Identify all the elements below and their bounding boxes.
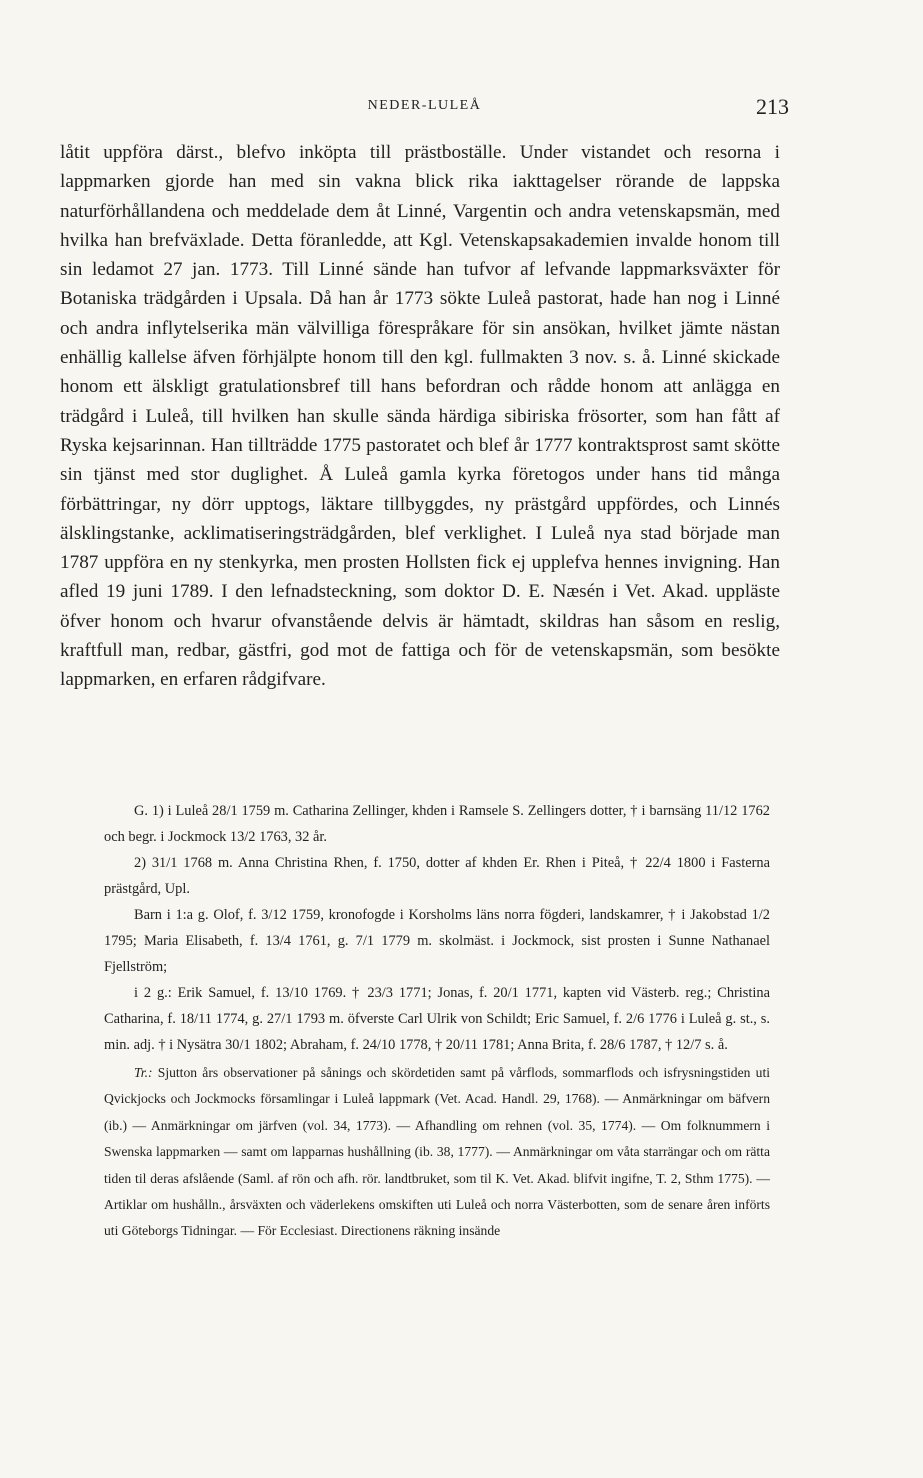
writings-text: Sjutton års observationer på sånings och skördetiden samt på vårflods, sommarflods och isfrysningstiden uti Qvickjocks och Jockmocks församlingar i Luleå lappmark (Vet. Acad. Handl. 29, 1768). — Anmärkningar om bäfvern (ib.) — Anmärkningar om järfven (vol. 34, 1773). — Afhandling om rehnen (vol. 35, 1774). — Om folknummern i Swenska lappmarken — samt om lapparnas hushållning (ib. 38, 1777). — Anmärkningar om våta starrängar och om rätta tiden til deras afslående (Saml. af rön och afh. rör. landtbruket, som til K. Vet. Akad. blifvit ingifne, T. 2, Sthm 1775). — Artiklar om hushålln., årsväxten och väderlekens omskiften uti Luleå och norra Västerbotten, som de senare åren införts uti Göteborgs Tidningar. — För Ecclesiast. Directionens räkning insände <box>104 1065 770 1239</box>
note-children-first: Barn i 1:a g. Olof, f. 3/12 1759, kronofogde i Korsholms läns norra fögderi, landskamrer, † i Jakobstad 1/2 1795; Maria Elisabeth, f. 13/4 1761, g. 7/1 1779 m. skolmäst. i Jockmock, sist prosten i Sunne Nathanael Fjellström; <box>104 907 770 975</box>
note-first-marriage: G. 1) i Luleå 28/1 1759 m. Catharina Zellinger, khden i Ramsele S. Zellingers dotter, † i barnsäng 11/12 1762 och begr. i Jockmock 13/2 1763, 32 år. <box>104 803 770 845</box>
note-writings <box>104 1060 770 1245</box>
body-paragraph: låtit uppföra därst., blefvo inköpta till prästboställe. Under vistandet och resorna i lappmarken gjorde han med sin vakna blick rika iakttagelser rörande de lappska naturförhållandena och meddelade dem åt Linné, Vargentin och andra vetenskapsmän, med hvilka han brefväxlade. Detta föranledde, att Kgl. Vetenskapsakademien invalde honom till sin ledamot 27 jan. 1773. Till Linné sände han tufvor af lefvande lappmarksväxter för Botaniska trädgården i Upsala. Då han år 1773 sökte Luleå pastorat, hade han nog i Linné och andra inflytelserika män välvilliga förespråkare för sin ansökan, hvilket jämte nästan enhällig kallelse äfven förhjälpte honom till den kgl. fullmakten 3 nov. s. å. Linné skickade honom ett älskligt gratulationsbref till hans befordran och rådde honom att anlägga en trädgård i Luleå, till hvilken han skulle sända härdiga sibiriska frösorter, som han fått af Ryska kejsarinnan. Han tillträdde 1775 pastoratet och blef år 1777 kontraktsprost samt skötte sin tjänst med stor duglighet. Å Luleå gamla kyrka företogos under hans tid många förbättringar, ny dörr upptogs, läktare tillbyggdes, ny prästgård uppfördes, och Linnés älsklingstanke, acklimatiseringsträdgården, blef verklighet. I Luleå nya stad började man 1787 uppföra en ny stenkyrka, men prosten Hollsten fick ej upplefva hennes invigning. Han afled 19 juni 1789. I den lefnadsteckning, som doktor D. E. Næsén i Vet. Akad. uppläste öfver honom och hvarur ofvanstående delvis är hämtadt, skildras han såsom en reslig, kraftfull man, redbar, gästfri, god mot de fattiga och för de vetenskapsmän, som besökte lappmarken, en erfaren rådgifvare. <box>60 142 780 691</box>
page-number: 213 <box>756 94 789 119</box>
main-text <box>60 138 780 695</box>
genealogy-notes <box>104 798 770 1245</box>
running-head: NEDER-LULEÅ <box>367 98 482 113</box>
writings-label: Tr.: <box>134 1065 153 1080</box>
note-second-marriage: 2) 31/1 1768 m. Anna Christina Rhen, f. 1750, dotter af khden Er. Rhen i Piteå, † 22/4 1800 i Fasterna prästgård, Upl. <box>104 855 770 897</box>
note-children-second: i 2 g.: Erik Samuel, f. 13/10 1769. † 23/3 1771; Jonas, f. 20/1 1771, kapten vid Västerb. reg.; Christina Catharina, f. 18/11 1774, g. 27/1 1793 m. öfverste Carl Ulrik von Schildt; Eric Samuel, f. 2/6 1776 i Luleå g. st., s. min. adj. † i Nysätra 30/1 1802; Abraham, f. 24/10 1778, † 20/11 1781; Anna Brita, f. 28/6 1787, † 12/7 s. å. <box>104 985 770 1053</box>
page-header <box>60 94 789 124</box>
